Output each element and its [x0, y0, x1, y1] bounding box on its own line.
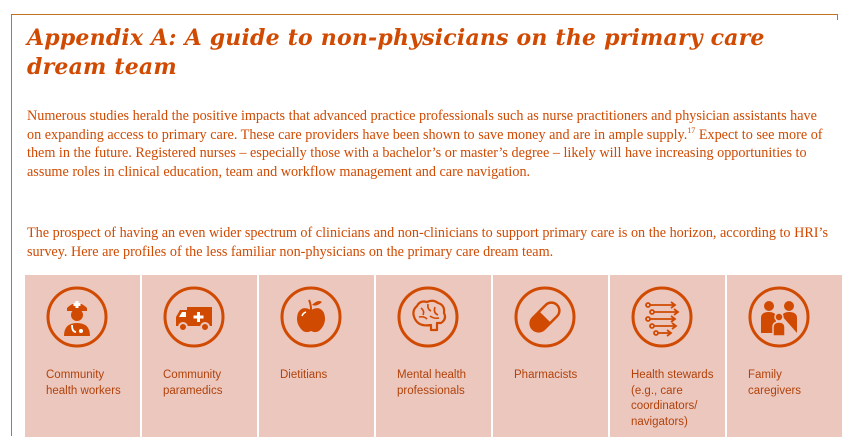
- frame-top-rule: [11, 14, 838, 15]
- role-tile-health-stewards: [610, 275, 725, 437]
- survey-paragraph: The prospect of having an even wider spectrum of clinicians and non-clinicians to support primary care is on the horizon, according to HRI’s survey. Here are profiles of the less familiar non-physicians on the primary care dream team.: [27, 225, 828, 260]
- intro-text-end: Expect to see more of them in the future. Registered nurses – especially those with a bachelor’s or master’s degree – likely will have increasing opportunities to assume roles in clinical education, team and workflow management and care navigation.: [27, 126, 823, 180]
- intro-text-start: Numerous studies herald the positive impacts that advanced practice professionals such as nurse practitioners and physician assistants have on expanding access to primary care. These care providers have been shown to save money and are in ample supply.: [27, 108, 817, 143]
- ambulance-icon: [163, 286, 225, 348]
- role-tile-community-paramedics: [142, 275, 257, 437]
- apple-icon: [280, 286, 342, 348]
- roles-tile-row: [25, 275, 842, 437]
- role-tile-community-health-workers: [25, 275, 140, 437]
- role-tile-mental-health-professionals: [376, 275, 491, 437]
- intro-paragraph: [27, 107, 832, 181]
- network-arrows-icon: [631, 286, 693, 348]
- role-label: Dietitians: [280, 369, 328, 381]
- role-label: Pharmacists: [514, 369, 578, 381]
- role-tile-pharmacists: [493, 275, 608, 437]
- role-label: Community paramedics: [163, 369, 223, 397]
- pill-icon: [514, 286, 576, 348]
- role-tile-dietitians: [259, 275, 374, 437]
- role-tile-family-caregivers: [727, 275, 842, 437]
- role-label: Community health workers: [46, 369, 121, 397]
- role-label: Family caregivers: [748, 369, 802, 397]
- footnote-marker: 17: [687, 125, 696, 135]
- brain-icon: [397, 286, 459, 348]
- community-health-worker-icon: [46, 286, 108, 348]
- role-label: Health stewards (e.g., care coordinators/ navigators): [631, 369, 714, 428]
- role-label: Mental health professionals: [397, 369, 467, 397]
- page-title: Appendix A: A guide to non-physicians on the primary care dream team: [27, 25, 765, 80]
- frame-corner-tick: [837, 14, 838, 20]
- frame-left-rule: [11, 14, 12, 436]
- family-icon: [748, 286, 810, 348]
